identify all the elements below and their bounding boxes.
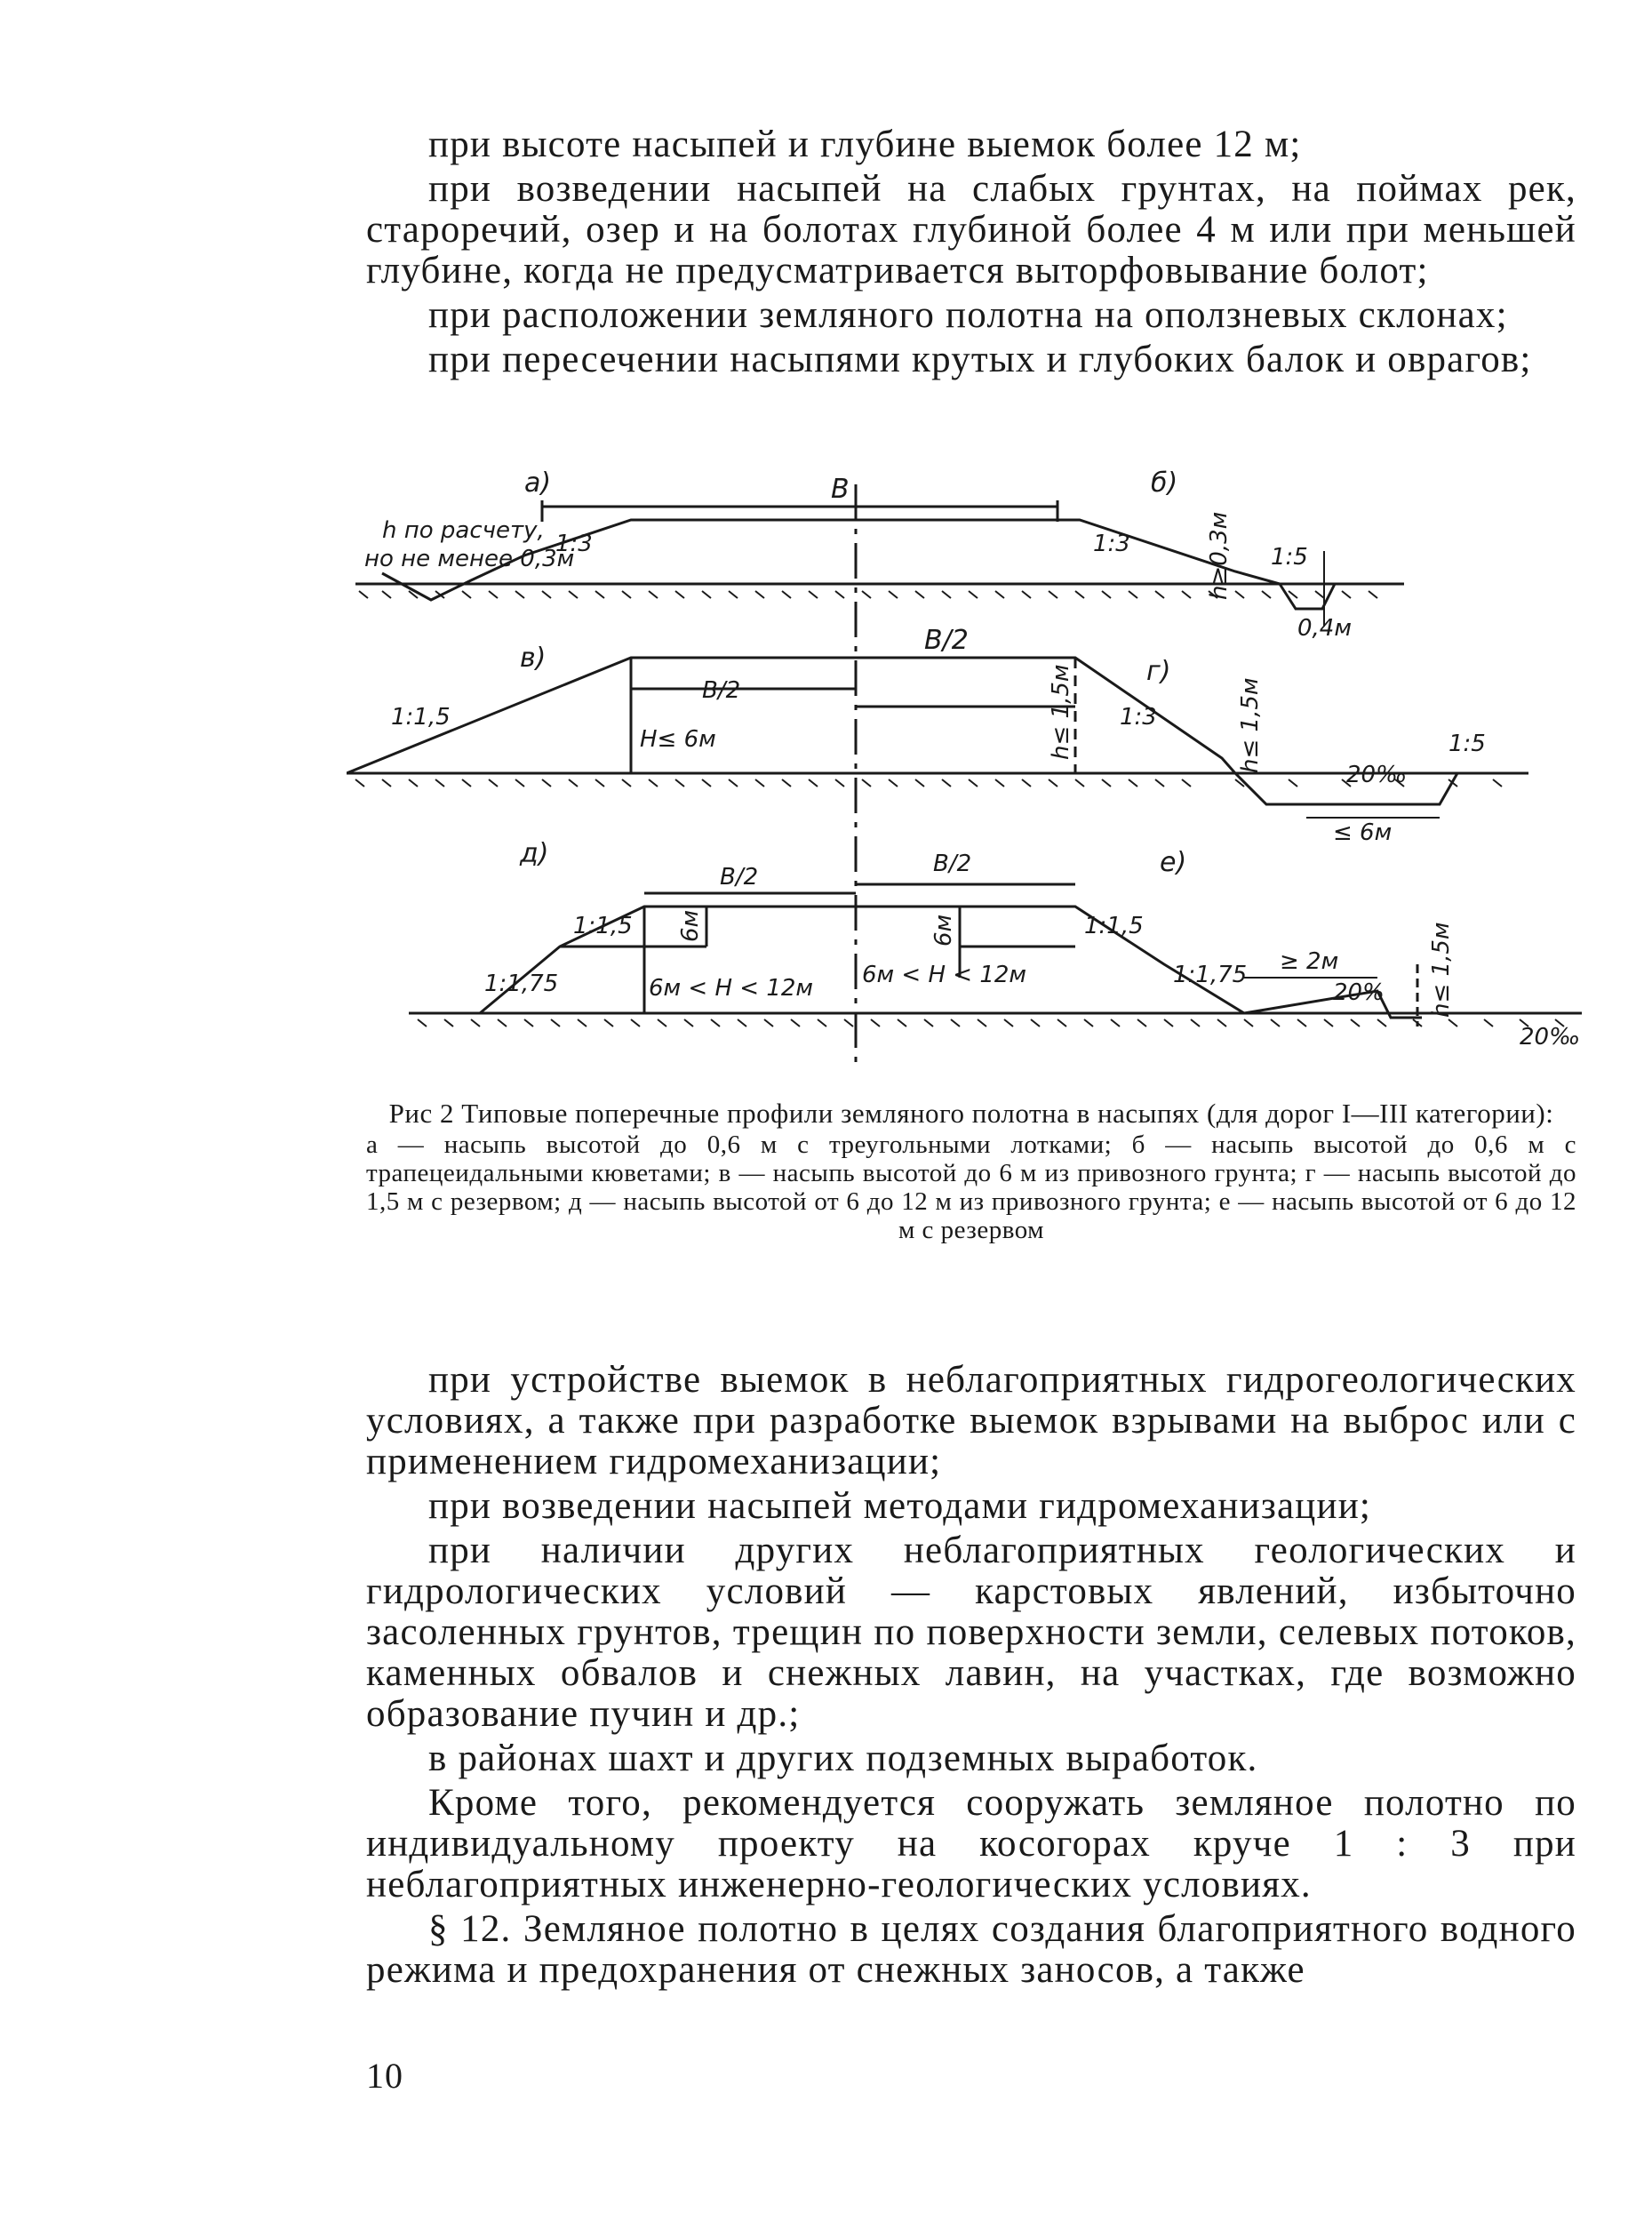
top-text-block (366, 124, 1576, 384)
label-v: в) (520, 643, 547, 674)
label-H-6-12-e: 6м < H < 12м (862, 962, 1027, 988)
ground-hatching-row3 (418, 1019, 1564, 1027)
figure-caption (366, 1099, 1576, 1244)
label-h-le-15-g: h≤ 1,5м (1237, 677, 1264, 773)
label-h-ge-03: h≥0,3м (1206, 511, 1233, 600)
paragraph: при расположении земляного полотна на оползневых склонах; (428, 294, 1508, 336)
label-slope-v: 1:1,5 (391, 704, 451, 731)
label-g: г) (1146, 656, 1171, 687)
caption-title: Рис 2 Типовые поперечные профили земляного полотна в насыпях (для дорог I—III категории): (388, 1098, 1554, 1129)
label-slope-15-g: 1:5 (1448, 731, 1486, 757)
label-H-6-12-d: 6м < H < 12м (649, 975, 814, 1002)
label-slope-175-d: 1:1,75 (484, 971, 559, 997)
paragraph: при устройстве выемок в неблагоприятных гидрогеологических условиях, а также при разработке выемок взрывами на выброс или с применением гидромеханизации; (366, 1359, 1576, 1482)
label-slope-175-e: 1:1,75 (1173, 962, 1248, 988)
embankment-profiles-figure (347, 467, 1591, 1089)
label-0-4m: 0,4м (1297, 615, 1352, 642)
label-6m-d: 6м (677, 909, 704, 942)
caption-body: а — насыпь высотой до 0,6 м с треугольными лотками; б — насыпь высотой до 0,6 м с трапецеидальными кюветами; в — насыпь высотой до 6 м из привозного грунта; г — насыпь высотой до 1,5 м с резервом; д — насыпь высотой от 6 до 12 м из привозного грунта; е — насыпь высотой от 6 до 12 м с резервом (366, 1130, 1576, 1244)
embankment-v-g-outline (347, 658, 1235, 773)
label-20-permille-e: 20‰ (1520, 1024, 1581, 1051)
label-ge-2m: ≥ 2м (1280, 948, 1339, 975)
label-20-permille: 20‰ (1346, 762, 1408, 788)
trapezoid-ditch (1280, 584, 1335, 609)
label-slope-b: 1:3 (1093, 531, 1130, 557)
label-H-le-6: H≤ 6м (640, 726, 716, 753)
label-slope-a: 1:3 (555, 531, 593, 557)
label-h-calc-2: но не менее 0,3м (364, 546, 575, 572)
paragraph: в районах шахт и других подземных выработок. (428, 1738, 1258, 1779)
paragraph: при возведении насыпей методами гидромеханизации; (428, 1485, 1372, 1527)
ground-hatching-row2 (355, 779, 1502, 787)
label-B-half-d: В/2 (720, 864, 759, 891)
label-B-half-v2: В/2 (702, 677, 741, 704)
paragraph: Кроме того, рекомендуется сооружать земляное полотно по индивидуальному проекту на косогорах круче 1 : 3 при неблагоприятных инженерно-геологических условиях. (366, 1782, 1576, 1905)
paragraph: при наличии других неблагоприятных геологических и гидрологических условий — карстовых явлений, избыточно засоленных грунтов, трещин по поверхности земли, селевых потоков, каменных обвалов и снежных лавин, на участках, где возможно образование пучин и др.; (366, 1530, 1576, 1735)
paragraph: при возведении насыпей на слабых грунтах, на поймах рек, староречий, озер и на болотах глубиной более 4 м или при меньшей глубине, когда не предусматривается выторфовывание болот; (366, 168, 1576, 292)
label-B: В (831, 474, 850, 505)
label-e: е) (1160, 847, 1187, 878)
label-20-percent: 20% (1333, 979, 1385, 1006)
embankment-profiles-drawing (347, 467, 1591, 1089)
page-number: 10 (366, 2056, 403, 2096)
label-6m-e: 6м (930, 914, 957, 947)
label-b: б) (1151, 467, 1178, 499)
label-B-half-e: В/2 (933, 851, 972, 877)
paragraph: § 12. Земляное полотно в целях создания благоприятного водного режима и предохранения от снежных заносов, а также (366, 1908, 1576, 1991)
bottom-text-block (366, 1360, 1576, 1994)
label-a: а) (524, 467, 552, 499)
label-h-le-15-e: h≤ 1,5м (1428, 922, 1455, 1018)
label-slope-g: 1:3 (1120, 704, 1157, 731)
label-d: д) (520, 838, 549, 869)
label-le-6m: ≤ 6м (1333, 819, 1393, 846)
paragraph: при высоте насыпей и глубине выемок более 12 м; (428, 124, 1302, 165)
label-h-le-15-v: h≤ 1,5м (1048, 664, 1074, 760)
label-slope-15-e: 1:1,5 (1084, 913, 1144, 939)
paragraph: при пересечении насыпями крутых и глубоких балок и оврагов; (428, 339, 1532, 380)
label-B-half-v: В/2 (924, 625, 969, 656)
label-h-calc-1: h по расчету, (382, 517, 545, 544)
label-slope-ditch: 1:5 (1271, 544, 1308, 571)
label-slope-15-d: 1:1,5 (573, 913, 633, 939)
